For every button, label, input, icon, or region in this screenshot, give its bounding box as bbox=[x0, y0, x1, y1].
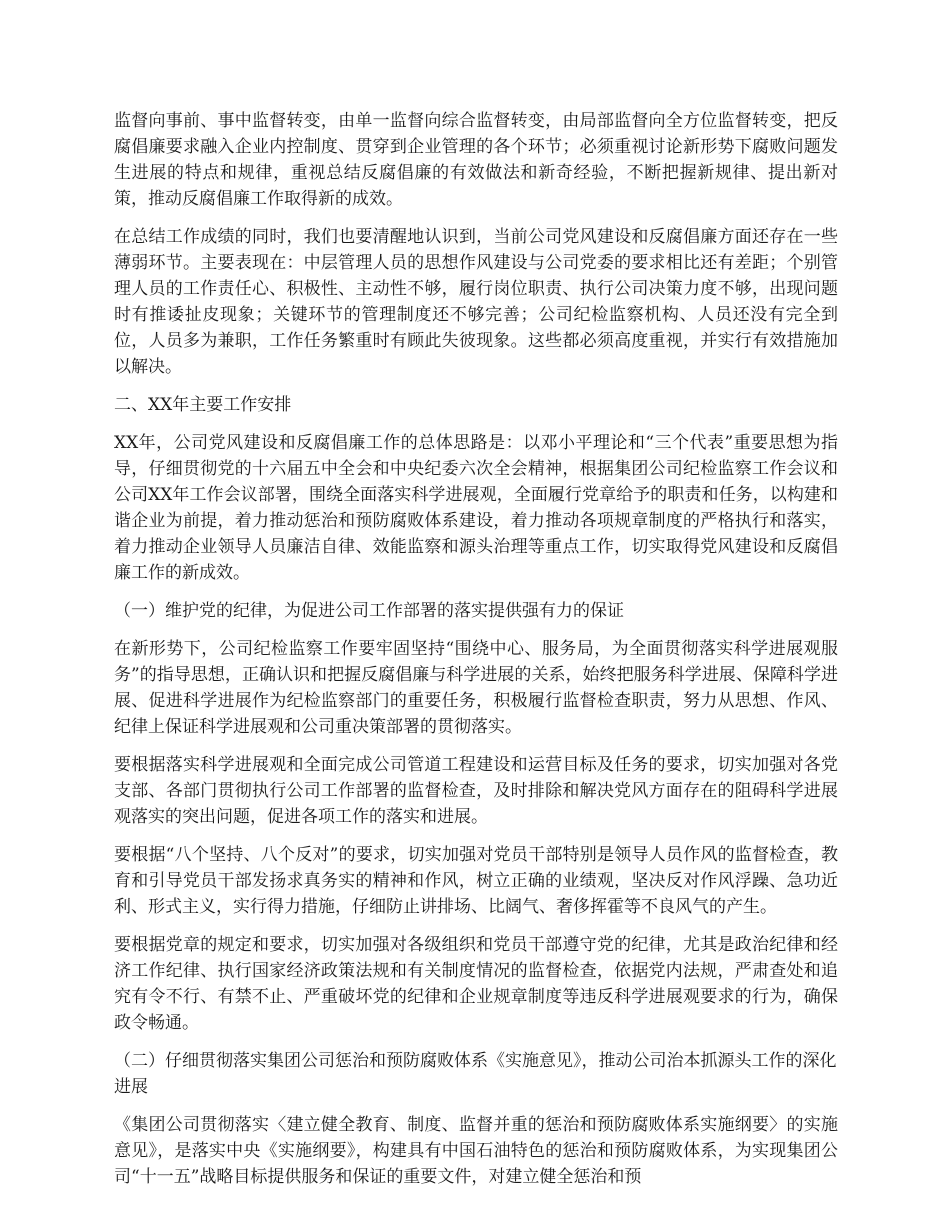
subsection-heading-2: （二）仔细贯彻落实集团公司惩治和预防腐败体系《实施意见》，推动公司治本抓源头工作的深化进展 bbox=[114, 1051, 837, 1097]
section-heading-2: 二、XX年主要工作安排 bbox=[114, 395, 292, 415]
body-paragraph-3: XX年，公司党风建设和反腐倡廉工作的总体思路是：以邓小平理论和“三个代表”重要思想为指导，仔细贯彻党的十六届五中全会和中央纪委六次全会精神，根据集团公司纪检监察工作会议和公司XX年工作会议部署，围绕全面落实科学进展观，全面履行党章给予的职责和任务，以构建和谐企业为前提，着力推动惩治和预防腐败体系建设，着力推动各项规章制度的严格执行和落实，着力推动企业领导人员廉洁自律、效能监察和源头治理等重点工作，切实取得党风建设和反腐倡廉工作的新成效。 bbox=[114, 433, 838, 583]
body-paragraph-2: 在总结工作成绩的同时，我们也要清醒地认识到，当前公司党风建设和反腐倡廉方面还存在一些薄弱环节。主要表现在：中层管理人员的思想作风建设与公司党委的要求相比还有差距；个别管理人员的工作责任心、积极性、主动性不够，履行岗位职责、执行公司决策力度不够，出现问题时有推诿扯皮现象；关键环节的管理制度还不够完善；公司纪检监察机构、人员还没有完全到位，人员多为兼职，工作任务繁重时有顾此失彼现象。这些都必须高度重视，并实行有效措施加以解决。 bbox=[114, 227, 838, 377]
body-paragraph-7: 要根据党章的规定和要求，切实加强对各级组织和党员干部遵守党的纪律，尤其是政治纪律和经济工作纪律、执行国家经济政策法规和有关制度情况的监督检查，依据党内法规，严肃查处和追究有令不行、有禁不止、严重破坏党的纪律和企业规章制度等违反科学进展观要求的行为，确保政令畅通。 bbox=[114, 935, 838, 1033]
body-paragraph-6: 要根据“八个坚持、八个反对”的要求，切实加强对党员干部特别是领导人员作风的监督检查，教育和引导党员干部发扬求真务实的精神和作风，树立正确的业绩观，坚决反对作风浮躁、急功近利、形式主义，实行得力措施，仔细防止讲排场、比阔气、奢侈挥霍等不良风气的产生。 bbox=[114, 845, 838, 917]
body-paragraph-8: 《集团公司贯彻落实〈建立健全教育、制度、监督并重的惩治和预防腐败体系实施纲要〉的实施意见》，是落实中央《实施纲要》，构建具有中国石油特色的惩治和预防腐败体系，为实现集团公司“十一五”战略目标提供服务和保证的重要文件，对建立健全惩治和预 bbox=[114, 1115, 838, 1187]
body-paragraph-4: 在新形势下，公司纪检监察工作要牢固坚持“围绕中心、服务局，为全面贯彻落实科学进展观服务”的指导思想，正确认识和把握反腐倡廉与科学进展的关系，始终把服务科学进展、保障科学进展、促进科学进展作为纪检监察部门的重要任务，积极履行监督检查职责，努力从思想、作风、纪律上保证科学进展观和公司重决策部署的贯彻落实。 bbox=[114, 639, 838, 737]
body-paragraph-5: 要根据落实科学进展观和全面完成公司管道工程建设和运营目标及任务的要求，切实加强对各党支部、各部门贯彻执行公司工作部署的监督检查，及时排除和解决党风方面存在的阻碍科学进展观落实的突出问题，促进各项工作的落实和进展。 bbox=[114, 755, 838, 827]
subsection-heading-1: （一）维护党的纪律，为促进公司工作部署的落实提供强有力的保证 bbox=[114, 601, 624, 621]
body-paragraph-1: 监督向事前、事中监督转变，由单一监督向综合监督转变，由局部监督向全方位监督转变，把反腐倡廉要求融入企业内控制度、贯穿到企业管理的各个环节；必须重视讨论新形势下腐败问题发生进展的特点和规律，重视总结反腐倡廉的有效做法和新奇经验，不断把握新规律、提出新对策，推动反腐倡廉工作取得新的成效。 bbox=[114, 111, 838, 209]
